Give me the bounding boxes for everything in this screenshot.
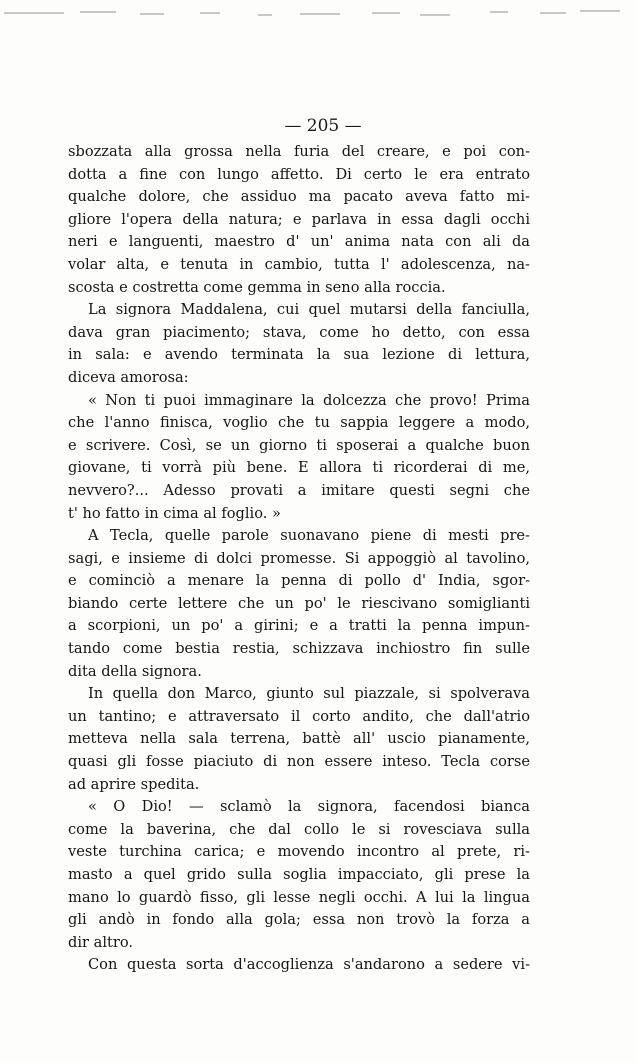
text-line: un tantino; e attraversato il corto andito, che dall'atrio xyxy=(68,707,530,725)
text-line: ad aprire spedita. xyxy=(68,775,200,793)
text-line: masto a quel grido sulla soglia impacciato, gli prese la xyxy=(68,866,530,883)
text-line: come la baverina, che dal collo le si rovesciava sulla xyxy=(68,820,530,838)
text-line: mano lo guardò fisso, gli lesse negli occhi. A lui la lingua xyxy=(68,888,530,906)
text-line: dita della signora. xyxy=(68,662,202,680)
text-line: neri e languenti, maestro d' un' anima nata con ali da xyxy=(68,233,530,251)
text-line: qualche dolore, che assiduo ma pacato aveva fatto mi- xyxy=(68,188,530,206)
text-line: in sala: e avendo terminata la sua lezione di lettura, xyxy=(68,346,530,364)
text-line: e scrivere. Così, se un giorno ti sposerai a qualche buon xyxy=(68,436,530,454)
text-line: a scorpioni, un po' a girini; e a tratti la penna impun- xyxy=(68,617,530,635)
text-line: dava gran piacimento; stava, come ho detto, con essa xyxy=(68,323,530,341)
text-line: nevvero?... Adesso provati a imitare questi segni che xyxy=(68,481,530,499)
text-line: sagi, e insieme di dolci promesse. Si appoggiò al tavolino, xyxy=(68,549,530,567)
text-line: Con questa sorta d'accoglienza s'andarono a sedere vi- xyxy=(88,956,530,974)
text-line: gliore l'opera della natura; e parlava in essa dagli occhi xyxy=(68,210,530,228)
text-line: veste turchina carica; e movendo incontro al prete, ri- xyxy=(68,843,530,861)
text-line: e cominciò a menare la penna di pollo d' India, sgor- xyxy=(68,572,530,590)
text-line: diceva amorosa: xyxy=(68,368,189,386)
text-line: biando certe lettere che un po' le riescivano somiglianti xyxy=(68,594,530,612)
text-line: volar alta, e tenuta in cambio, tutta l' adolescenza, na- xyxy=(68,255,530,273)
text-line: che l'anno finisca, voglio che tu sappia leggere a modo, xyxy=(68,414,530,432)
page-body-text xyxy=(68,141,530,977)
text-line: « Non ti puoi immaginare la dolcezza che provo! Prima xyxy=(88,391,530,409)
text-line: gli andò in fondo alla gola; essa non trovò la forza a xyxy=(68,911,530,929)
text-line: scosta e costretta come gemma in seno alla roccia. xyxy=(68,278,446,296)
text-line: giovane, ti vorrà più bene. E allora ti ricorderai di me, xyxy=(68,459,530,477)
text-line: quasi gli fosse piaciuto di non essere inteso. Tecla corse xyxy=(68,753,530,771)
text-line: dotta a fine con lungo affetto. Di certo le era entrato xyxy=(68,165,530,183)
scan-edge-noise xyxy=(0,6,636,26)
text-line: A Tecla, quelle parole suonavano piene di mesti pre- xyxy=(88,527,530,545)
text-line: tando come bestia restia, schizzava inchiostro fin sulle xyxy=(68,640,530,658)
text-line: dir altro. xyxy=(68,933,134,951)
page-number: — 205 — xyxy=(284,116,362,136)
text-line: t' ho fatto in cima al foglio. » xyxy=(68,504,281,522)
text-line: sbozzata alla grossa nella furia del creare, e poi con- xyxy=(68,143,530,160)
text-line: In quella don Marco, giunto sul piazzale, si spolverava xyxy=(88,685,530,703)
text-line: metteva nella sala terrena, battè all' uscio pianamente, xyxy=(68,730,530,748)
text-line: La signora Maddalena, cui quel mutarsi della fanciulla, xyxy=(88,301,530,319)
text-line: « O Dio! — sclamò la signora, facendosi bianca xyxy=(88,798,530,816)
